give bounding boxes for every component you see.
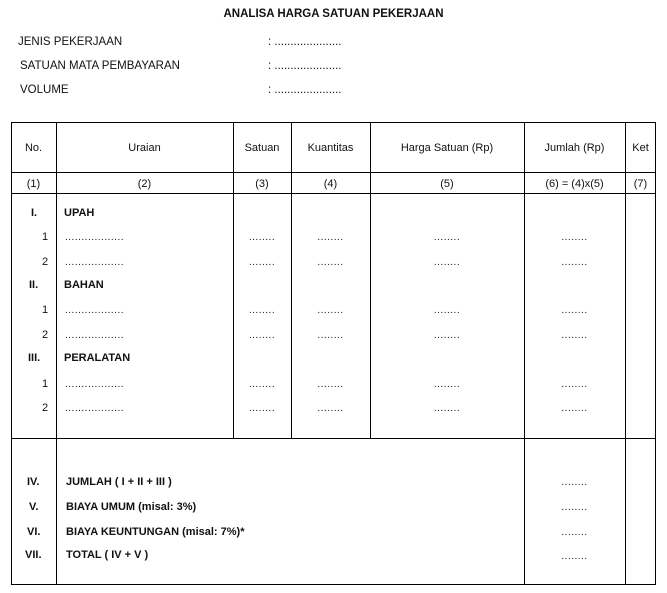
placeholder-dots: ........	[248, 305, 276, 316]
col-divider	[291, 122, 292, 438]
col-number-2: (2)	[137, 178, 152, 190]
col-number-1: (1)	[26, 178, 41, 190]
summary-label-total: TOTAL ( IV + V )	[66, 549, 149, 561]
placeholder-dots: ........	[561, 477, 588, 488]
col-divider	[233, 122, 234, 438]
placeholder-dots: ........	[433, 403, 461, 414]
placeholder-dots: ........	[433, 257, 461, 268]
col-divider	[524, 122, 525, 585]
placeholder-dots: ........	[561, 527, 588, 538]
placeholder-dots: ........	[317, 305, 344, 316]
header-ket: Ket	[632, 142, 649, 154]
meta-label-volume: VOLUME	[20, 84, 69, 96]
placeholder-dots: ........	[248, 232, 276, 243]
col-number-7: (7)	[633, 178, 648, 190]
col-number-6: (6) = (4)x(5)	[545, 178, 604, 190]
summary-roman: V.	[29, 501, 39, 513]
placeholder-dots: ........	[317, 379, 344, 390]
document-title: ANALISA HARGA SATUAN PEKERJAAN	[223, 8, 444, 20]
item-number: 1	[42, 304, 49, 316]
row-divider	[11, 193, 656, 194]
item-number: 1	[42, 378, 49, 390]
col-number-5: (5)	[440, 178, 454, 190]
placeholder-dots: ........	[317, 403, 344, 414]
summary-roman: VI.	[27, 526, 41, 538]
placeholder-dots: ..................	[65, 257, 125, 268]
group-roman: I.	[31, 207, 38, 219]
placeholder-dots: ........	[248, 330, 276, 341]
row-divider	[11, 172, 656, 173]
header-jumlah: Jumlah (Rp)	[544, 142, 605, 154]
meta-label-jenis-pekerjaan: JENIS PEKERJAAN	[18, 36, 123, 48]
placeholder-dots: ........	[433, 330, 461, 341]
meta-value-satuan-mata-pembayaran: : .....................	[268, 60, 342, 72]
group-roman: III.	[28, 352, 41, 364]
summary-roman: IV.	[27, 476, 40, 488]
placeholder-dots: ........	[561, 502, 588, 513]
placeholder-dots: ..................	[65, 305, 125, 316]
col-divider	[370, 122, 371, 438]
item-number: 1	[42, 231, 49, 243]
placeholder-dots: ..................	[65, 330, 125, 341]
placeholder-dots: ........	[248, 379, 276, 390]
placeholder-dots: ........	[561, 379, 588, 390]
summary-label-jumlah: JUMLAH ( I + II + III )	[66, 476, 172, 488]
row-divider	[11, 438, 656, 439]
placeholder-dots: ........	[561, 232, 588, 243]
placeholder-dots: ........	[317, 330, 344, 341]
item-number: 2	[42, 402, 49, 414]
placeholder-dots: ........	[433, 232, 461, 243]
placeholder-dots: ..................	[65, 379, 125, 390]
placeholder-dots: ........	[561, 551, 588, 562]
header-kuantitas: Kuantitas	[307, 142, 354, 154]
placeholder-dots: ........	[561, 257, 588, 268]
header-satuan: Satuan	[244, 142, 280, 154]
placeholder-dots: ........	[248, 403, 276, 414]
placeholder-dots: ........	[317, 257, 344, 268]
item-number: 2	[42, 256, 49, 268]
header-uraian: Uraian	[128, 142, 161, 154]
item-number: 2	[42, 329, 49, 341]
placeholder-dots: ........	[561, 330, 588, 341]
group-name: PERALATAN	[64, 352, 131, 364]
placeholder-dots: ..................	[65, 403, 125, 414]
placeholder-dots: ........	[248, 257, 276, 268]
group-roman: II.	[29, 279, 39, 291]
header-no: No.	[24, 142, 43, 154]
meta-value-volume: : .....................	[268, 84, 342, 96]
placeholder-dots: ........	[561, 403, 588, 414]
summary-label-biaya-keuntungan: BIAYA KEUNTUNGAN (misal: 7%)*	[66, 526, 245, 538]
col-divider	[625, 122, 626, 585]
summary-roman: VII.	[25, 549, 42, 561]
placeholder-dots: ........	[561, 305, 588, 316]
col-number-3: (3)	[255, 178, 269, 190]
meta-label-satuan-mata-pembayaran: SATUAN MATA PEMBAYARAN	[20, 60, 180, 72]
meta-value-jenis-pekerjaan: : .....................	[268, 36, 342, 48]
col-number-4: (4)	[323, 178, 338, 190]
group-name: BAHAN	[64, 279, 104, 291]
group-name: UPAH	[64, 207, 95, 219]
placeholder-dots: ........	[433, 305, 461, 316]
header-harga-satuan: Harga Satuan (Rp)	[400, 142, 494, 154]
summary-label-biaya-umum: BIAYA UMUM (misal: 3%)	[66, 501, 197, 513]
placeholder-dots: ........	[317, 232, 344, 243]
col-divider	[56, 122, 57, 585]
placeholder-dots: ..................	[65, 232, 125, 243]
placeholder-dots: ........	[433, 379, 461, 390]
